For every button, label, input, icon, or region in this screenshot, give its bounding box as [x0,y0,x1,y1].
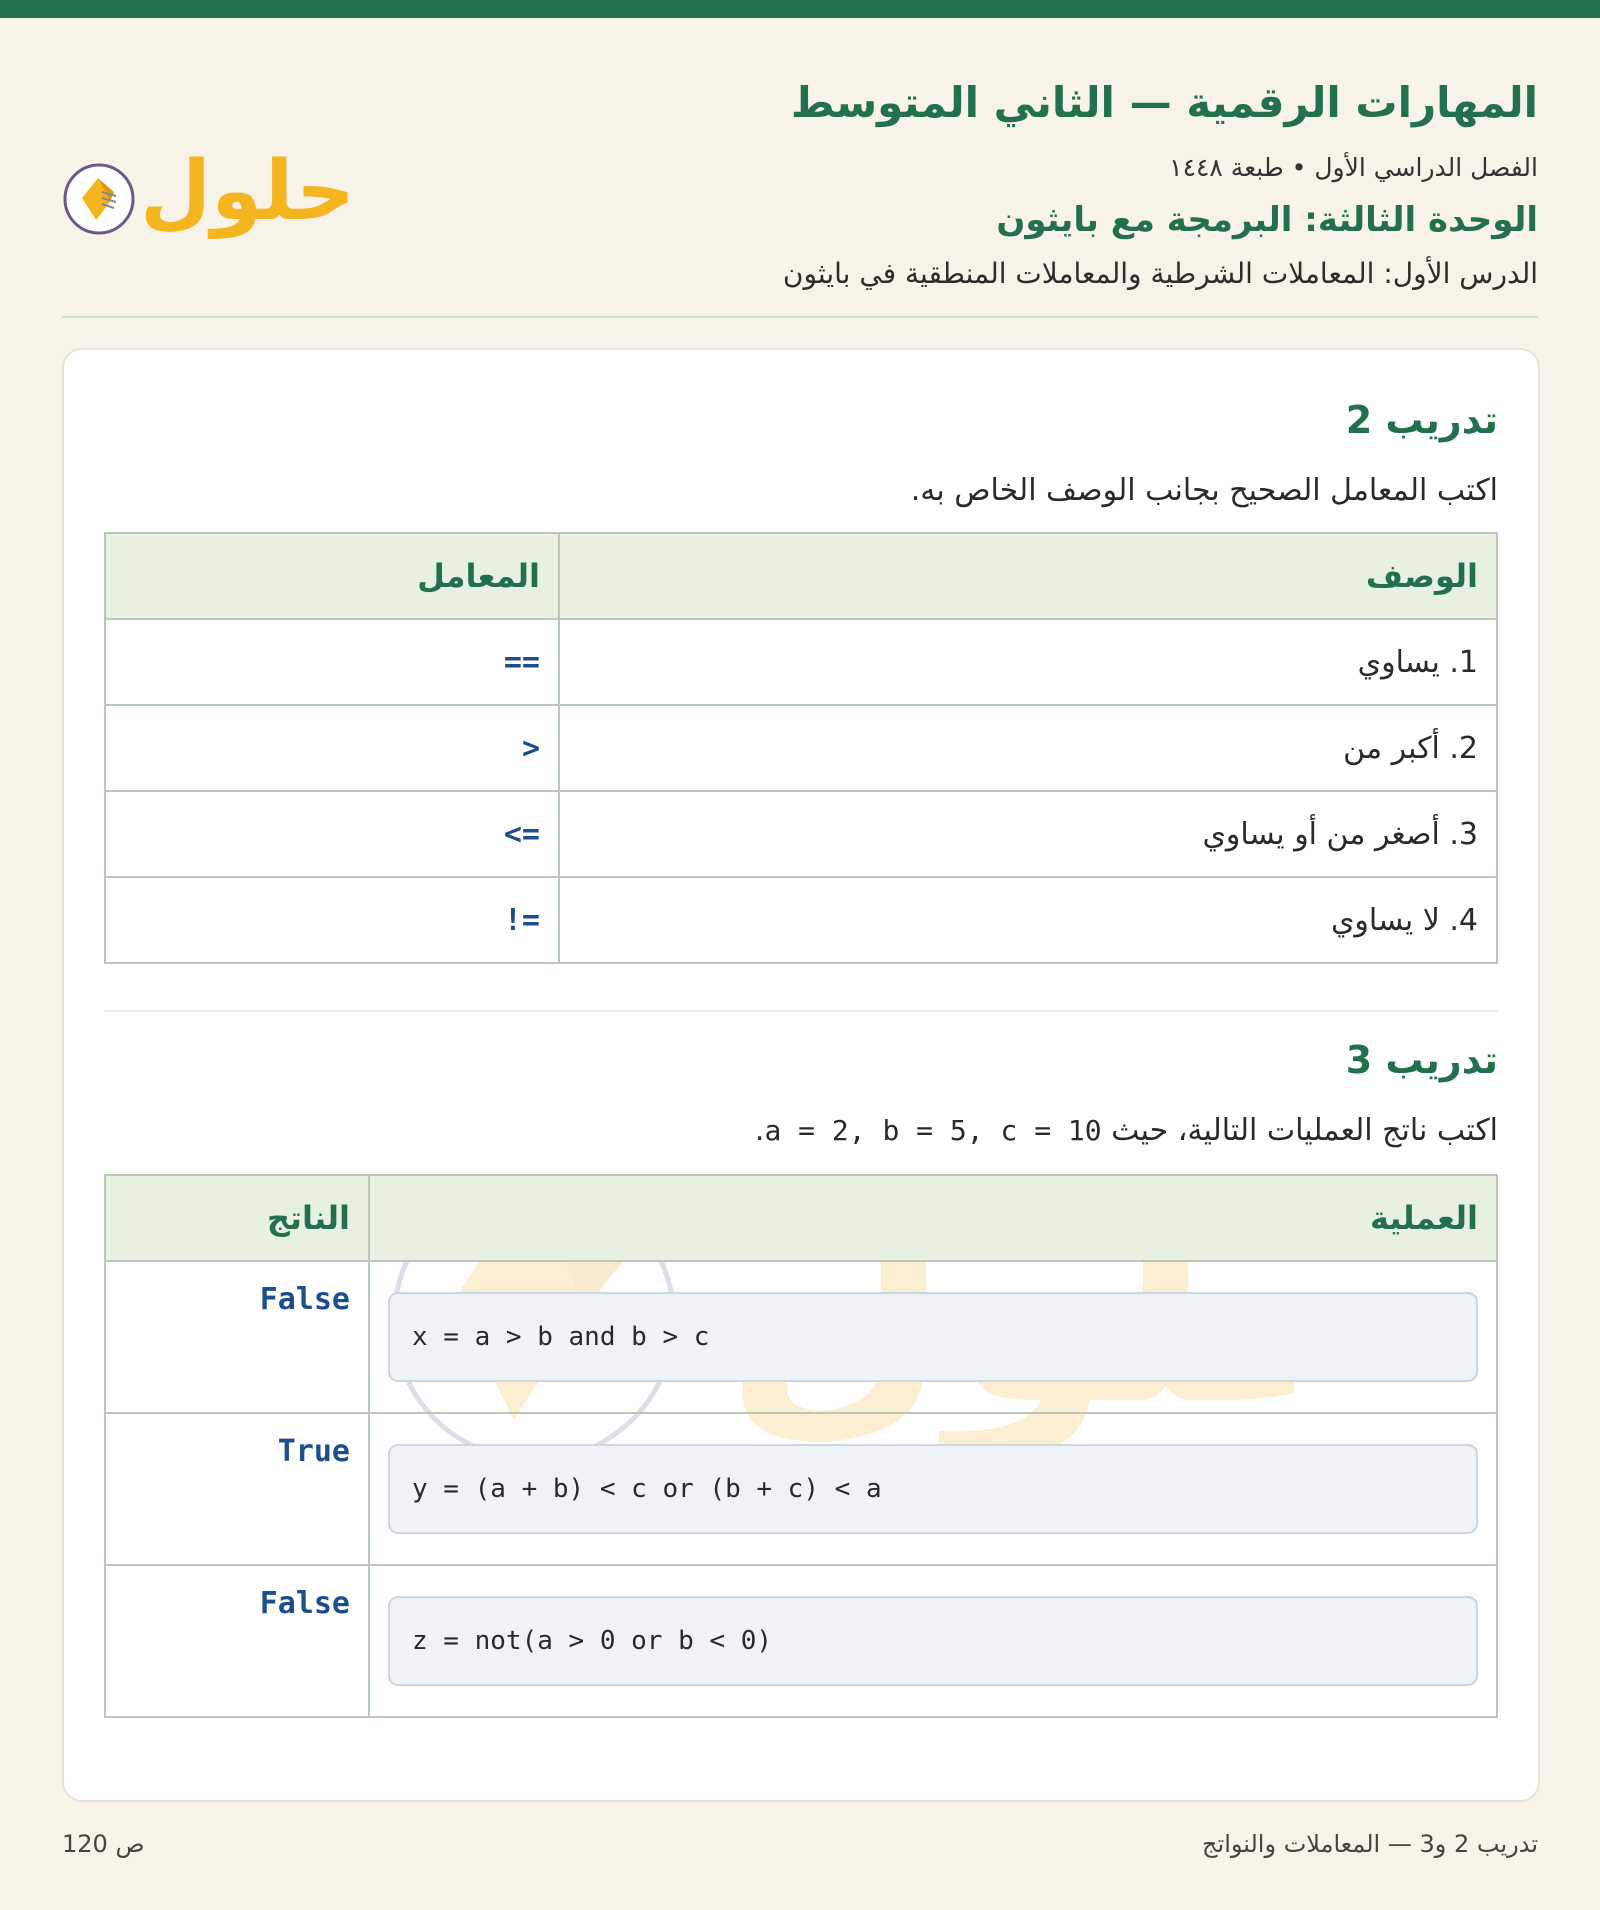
logo-wordmark: حلول [140,144,356,239]
exercise-3-title: تدريب 3 [1345,1038,1498,1082]
result-cell: False [105,1565,369,1717]
results-table [104,1174,1498,1718]
page-number: ص 120 [62,1830,145,1858]
header-divider [62,316,1538,318]
operation-header: العملية [369,1175,1497,1261]
page-header [62,58,1538,318]
book-title: المهارات الرقمية — الثاني المتوسط [790,78,1538,127]
operator-cell: <= [105,791,559,877]
exercise-2-title: تدريب 2 [1345,398,1498,442]
exercise-2-instruction: اكتب المعامل الصحيح بجانب الوصف الخاص به. [910,473,1498,508]
lesson-title: الدرس الأول: المعاملات الشرطية والمعاملات المنطقية في بايثون [782,257,1538,290]
top-accent-bar [0,0,1600,18]
code-block: z = not(a > 0 or b < 0) [388,1596,1478,1686]
table-header-row [105,533,1497,619]
table-row [105,1413,1497,1565]
header-text [438,58,1538,296]
table-header-row [105,1175,1497,1261]
table-row [105,877,1497,963]
exercise-3-instruction [104,1106,1498,1156]
site-logo[interactable] [62,144,356,248]
description-cell: 1. يساوي [559,619,1497,705]
operation-cell [369,1565,1497,1717]
term-edition: الفصل الدراسي الأول • طبعة ١٤٤٨ [1169,153,1538,182]
footer-section-title: تدريب 2 و3 — المعاملات والنواتج [1202,1830,1538,1858]
table-row [105,791,1497,877]
page-footer [62,1830,1538,1870]
unit-title: الوحدة الثالثة: البرمجة مع بايثون [996,200,1538,240]
logo-book-icon [62,162,136,236]
section-separator [104,1010,1498,1012]
result-cell: False [105,1261,369,1413]
table-row [105,619,1497,705]
operator-cell: > [105,705,559,791]
exercise-3 [104,1030,1498,1718]
description-cell: 2. أكبر من [559,705,1497,791]
exercise-card [62,348,1540,1802]
operator-header: المعامل [105,533,559,619]
result-cell: True [105,1413,369,1565]
code-block: y = (a + b) < c or (b + c) < a [388,1444,1478,1534]
operation-cell [369,1413,1497,1565]
operator-cell: == [105,619,559,705]
exercise-2 [104,390,1498,964]
code-block: x = a > b and b > c [388,1292,1478,1382]
description-header: الوصف [559,533,1497,619]
result-header: الناتج [105,1175,369,1261]
operators-table [104,532,1498,964]
operation-cell [369,1261,1497,1413]
description-cell: 3. أصغر من أو يساوي [559,791,1497,877]
operator-cell: != [105,877,559,963]
instruction-text: اكتب ناتج العمليات التالية، حيث [1111,1113,1498,1148]
instruction-period: . [754,1113,765,1148]
table-row [105,705,1497,791]
description-cell: 4. لا يساوي [559,877,1497,963]
table-row [105,1261,1497,1413]
table-row [105,1565,1497,1717]
variable-values: a = 2, b = 5, c = 10 [764,1114,1102,1147]
